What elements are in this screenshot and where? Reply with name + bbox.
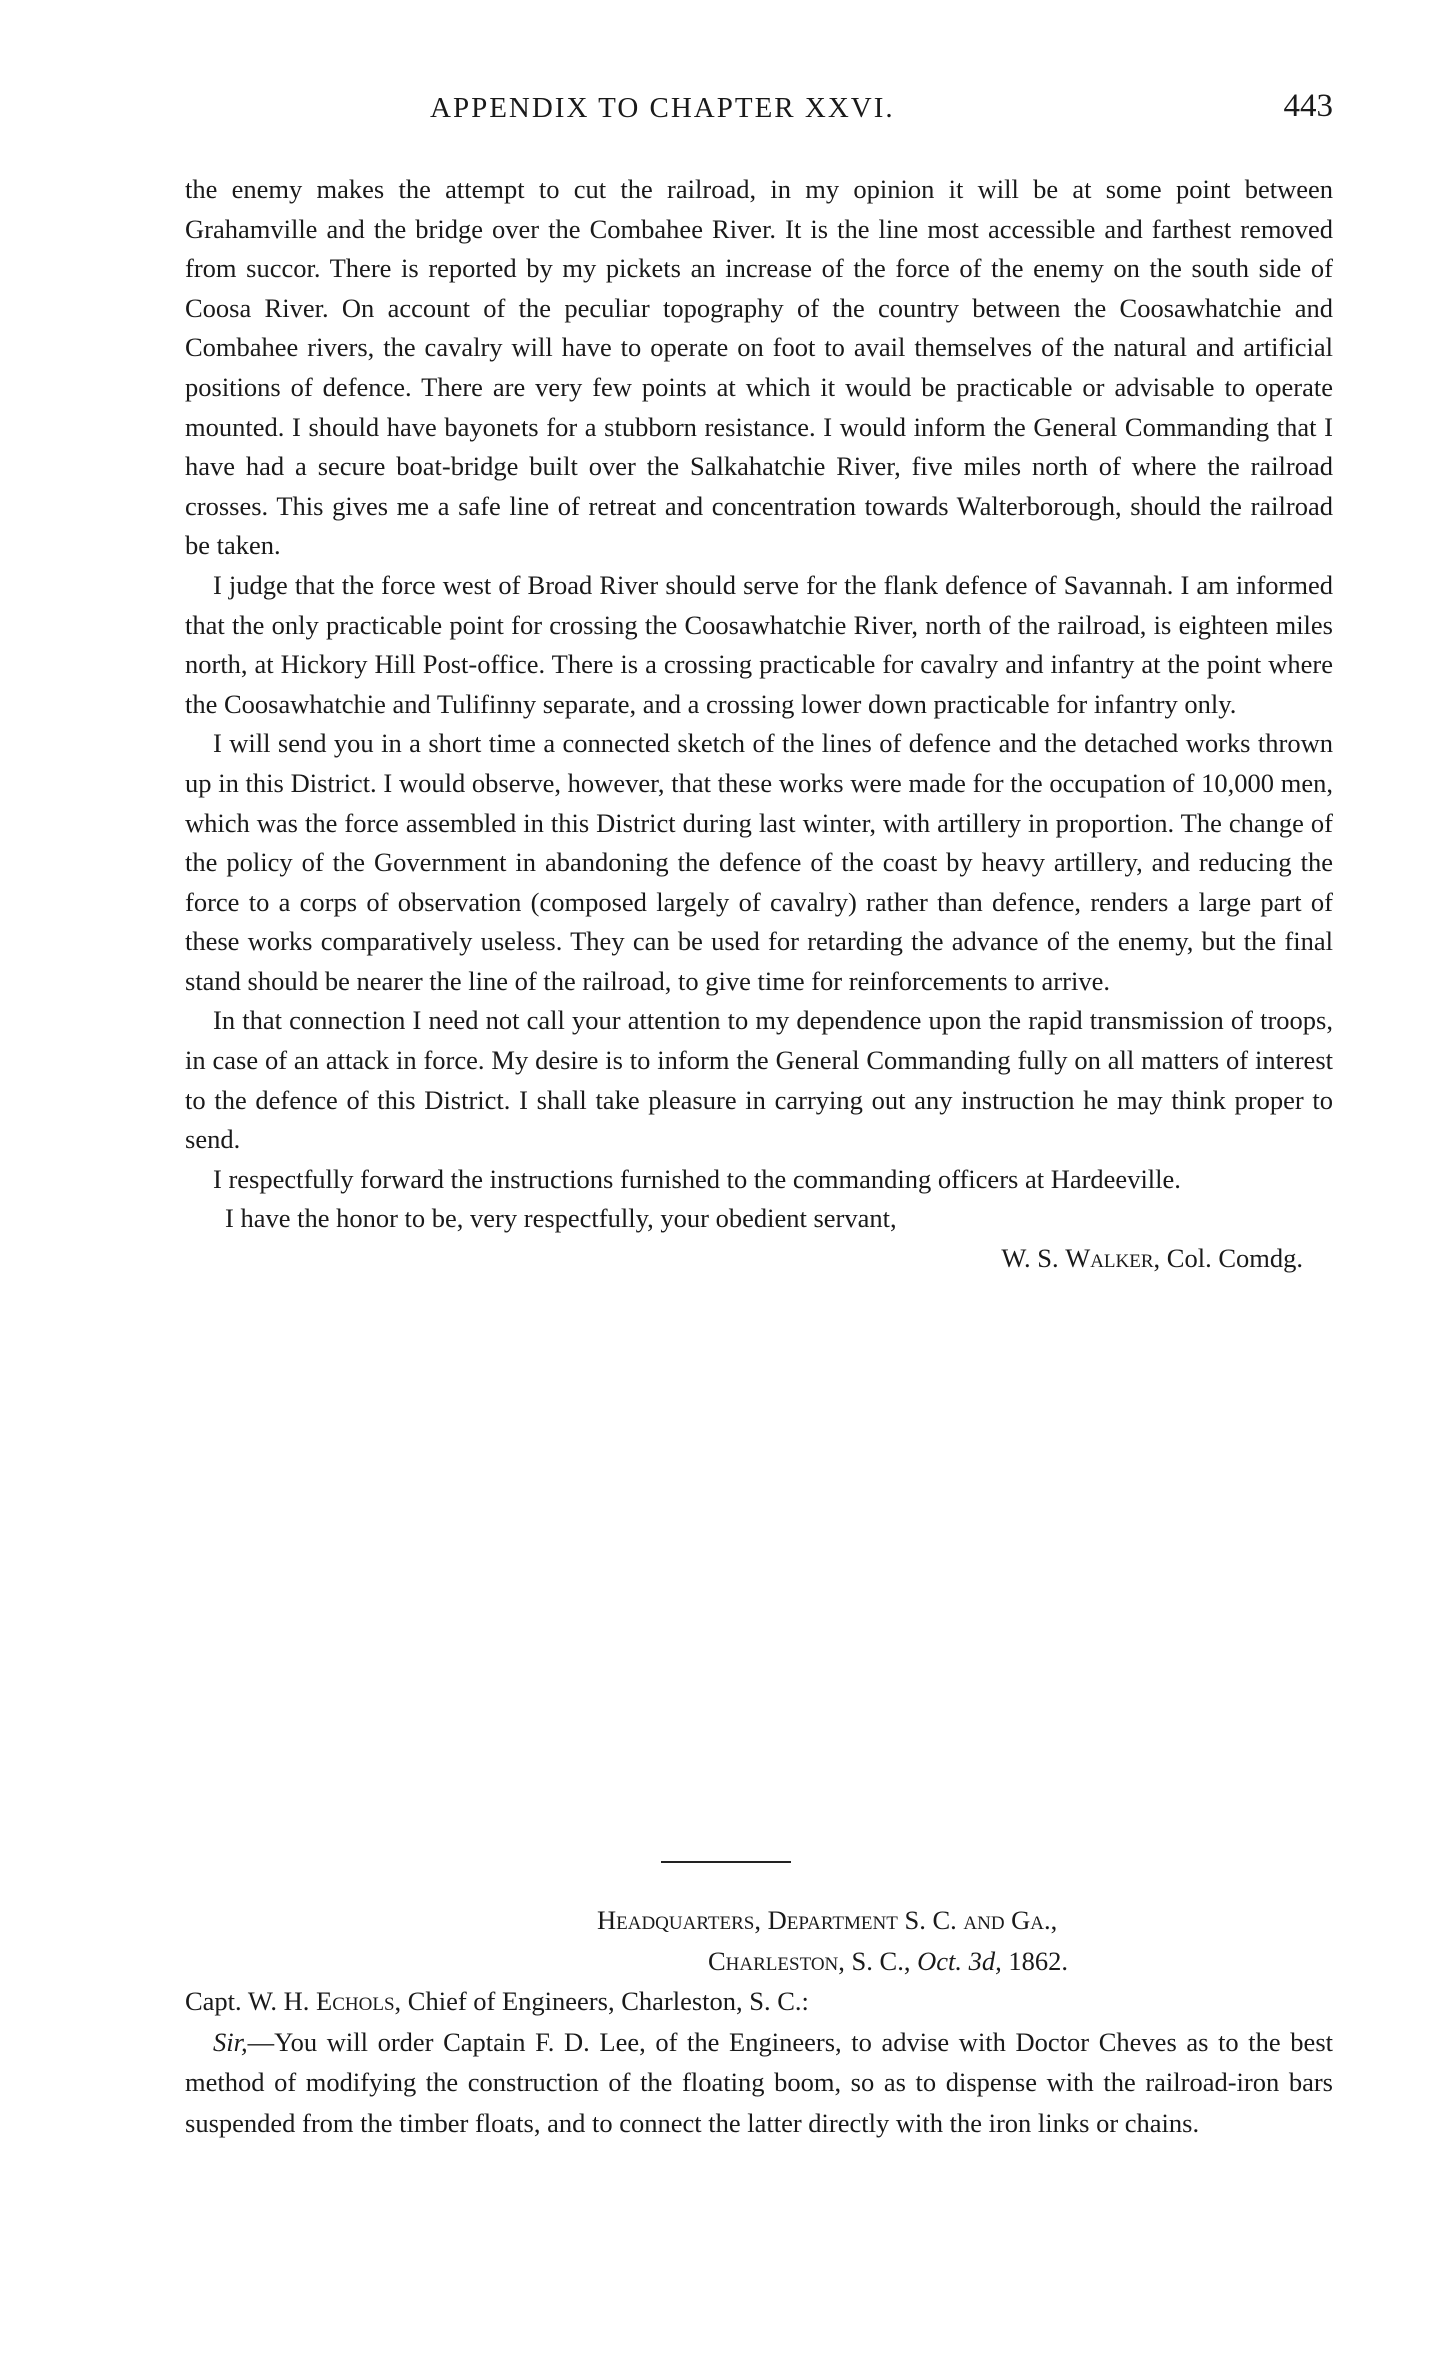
paragraph-lines-of-defence: I will send you in a short time a connected sketch of the lines of defence and the detached works thrown up in this District. I would observe, however, that these works were made for the occupation of 10,000 men, which was the force assembled in this District during last winter, with artillery in proportion. The change of the policy of the Government in abandoning the defence of the coast by heavy artillery, and reducing the force to a corps of observation (composed largely of cavalry) rather than defence, renders a large part of these works comparatively useless. They can be used for retarding the advance of the enemy, but the final stand should be nearer the line of the railroad, to give time for reinforcements to arrive.: [185, 728, 1333, 996]
running-head: [185, 88, 1333, 132]
letter-heading: Headquarters, Department S. C. and Ga.,: [597, 1905, 1058, 1935]
letter-addressee: [185, 1981, 1333, 2022]
salutation: Sir,: [213, 2026, 248, 2057]
signature-title: , Col. Comdg.: [1153, 1243, 1303, 1274]
second-letter: [185, 1900, 1333, 2143]
letter-place-rest: , S. C.,: [838, 1945, 911, 1976]
addressee-rest: , Chief of Engineers, Charleston, S. C.:: [394, 1986, 809, 2016]
section-divider: [661, 1861, 791, 1863]
paragraph-troop-transmission: In that connection I need not call your attention to my dependence upon the rapid transmission of troops, in case of an attack in force. My desire is to inform the General Commanding fully on all matters of interest to the defence of this District. I shall take pleasure in carrying out any instruction he may think proper to send.: [185, 1005, 1333, 1155]
letter-year: 1862.: [1008, 1945, 1068, 1976]
letter-body-text: —You will order Captain F. D. Lee, of the Engineers, to advise with Doctor Cheves as to the best method of modifying the construction of the floating boom, so as to dispense with the railroad-iron bars suspended from the timber floats, and to connect the latter directly with the iron links or chains.: [185, 2026, 1333, 2138]
signature-name: Walker: [1065, 1243, 1154, 1274]
running-title: APPENDIX TO CHAPTER XXVI.: [430, 92, 895, 124]
paragraph-flank-defence: I judge that the force west of Broad River should serve for the flank defence of Savannah. I am informed that the only practicable point for crossing the Coosawhatchie River, north of the railroad, is eighteen miles north, at Hickory Hill Post-office. There is a crossing practicable for cavalry and infantry at the point where the Coosawhatchie and Tulifinny separate, and a crossing lower down practicable for infantry only.: [185, 569, 1333, 719]
signature: [185, 1239, 1333, 1279]
paragraph-continuation: the enemy makes the attempt to cut the railroad, in my opinion it will be at some point between Grahamville and the bridge over the Combahee River. It is the line most accessible and farthest removed from succor. There is reported by my pickets an increase of the force of the enemy on the south side of Coosa River. On account of the peculiar topography of the country between the Coosawhatchie and Combahee rivers, the cavalry will have to operate on foot to avail themselves of the natural and artificial positions of defence. There are very few points at which it would be practicable or advisable to operate mounted. I should have bayonets for a stubborn resistance. I would inform the General Commanding that I have had a secure boat-bridge built over the Salkahatchie River, five miles north of where the railroad crosses. This gives me a safe line of retreat and concentration towards Walterborough, should the railroad be taken.: [185, 174, 1333, 561]
letter-place: Charleston: [708, 1945, 839, 1976]
addressee-name: Echols: [316, 1986, 395, 2016]
signature-initials: W. S.: [1001, 1243, 1059, 1274]
complimentary-close: I have the honor to be, very respectfully, your obedient servant,: [225, 1203, 897, 1234]
page-number: 443: [1283, 88, 1333, 124]
letter-body-paragraph: [185, 2022, 1333, 2144]
letter-body: [185, 170, 1333, 1279]
letter-date: Oct. 3d,: [917, 1945, 1002, 1976]
letter-place-date: [185, 1941, 1333, 1982]
addressee-rank: Capt. W. H.: [185, 1986, 310, 2016]
paragraph-instructions: I respectfully forward the instructions furnished to the commanding officers at Hardeeville.: [213, 1163, 1181, 1194]
